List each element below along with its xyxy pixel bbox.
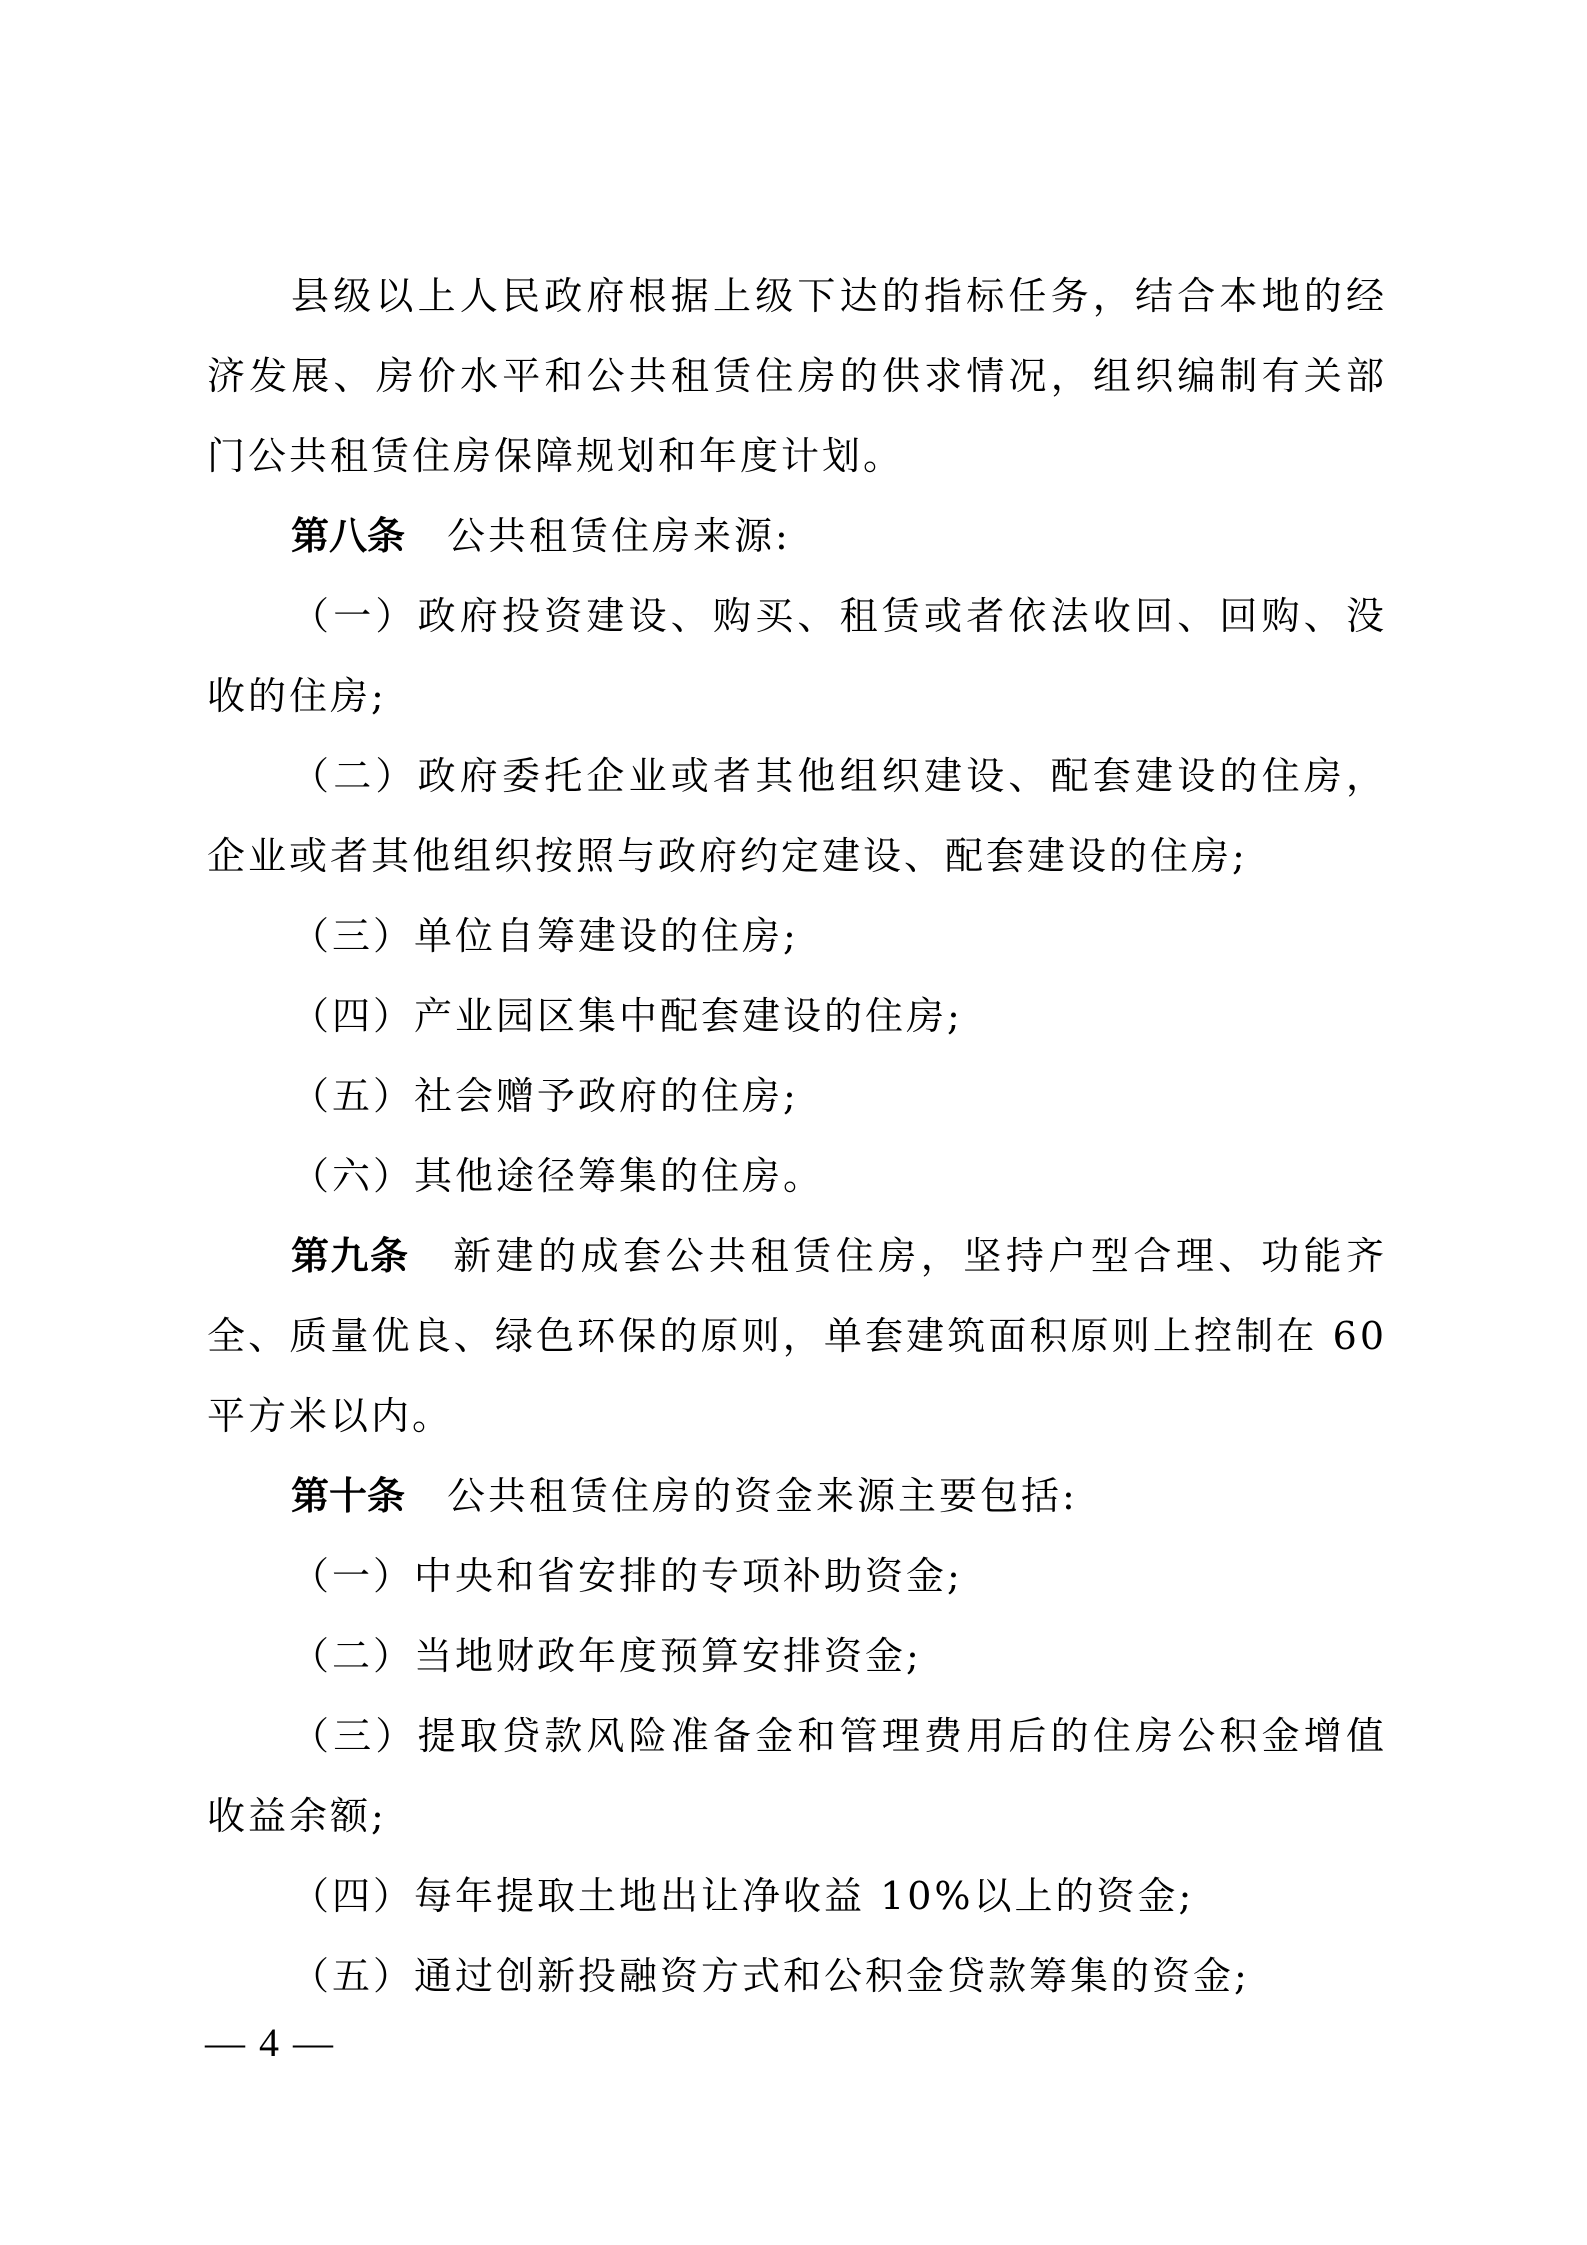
list-item: （四）产业园区集中配套建设的住房; bbox=[291, 994, 963, 1038]
document-body bbox=[207, 256, 1387, 2016]
list-item: （六）其他途径筹集的住房。 bbox=[291, 1154, 825, 1198]
article-text: 公共租赁住房来源: bbox=[447, 514, 791, 558]
list-item: （一）中央和省安排的专项补助资金; bbox=[291, 1554, 963, 1598]
article-8-heading bbox=[207, 496, 1387, 576]
page-number: — 4 — bbox=[205, 2020, 335, 2065]
list-item: （五）社会赠予政府的住房; bbox=[291, 1074, 799, 1118]
article-number: 第十条 bbox=[291, 1474, 406, 1518]
article-text: 新建的成套公共租赁住房，坚持户型合理、功能齐全、质量优良、绿色环保的原则，单套建筑面积原则上控制在 60 平方米以内。 bbox=[207, 1234, 1387, 1438]
article-10-heading bbox=[207, 1456, 1387, 1536]
list-item: （三）单位自筹建设的住房; bbox=[291, 914, 799, 958]
article-9 bbox=[207, 1216, 1387, 1456]
list-item: （三）提取贷款风险准备金和管理费用后的住房公积金增值收益余额; bbox=[207, 1714, 1387, 1838]
list-item: （五）通过创新投融资方式和公积金贷款筹集的资金; bbox=[291, 1954, 1250, 1998]
list-item: （四）每年提取土地出让净收益 10%以上的资金; bbox=[291, 1874, 1195, 1918]
list-item: （二）政府委托企业或者其他组织建设、配套建设的住房，企业或者其他组织按照与政府约定建设、配套建设的住房; bbox=[207, 754, 1387, 878]
article-number: 第九条 bbox=[291, 1234, 410, 1278]
paragraph-planning: 县级以上人民政府根据上级下达的指标任务，结合本地的经济发展、房价水平和公共租赁住房的供求情况，组织编制有关部门公共租赁住房保障规划和年度计划。 bbox=[207, 274, 1387, 478]
list-item: （二）当地财政年度预算安排资金; bbox=[291, 1634, 922, 1678]
article-number: 第八条 bbox=[291, 514, 406, 558]
list-item: （一）政府投资建设、购买、租赁或者依法收回、回购、没收的住房; bbox=[207, 594, 1387, 718]
article-text: 公共租赁住房的资金来源主要包括: bbox=[447, 1474, 1078, 1518]
